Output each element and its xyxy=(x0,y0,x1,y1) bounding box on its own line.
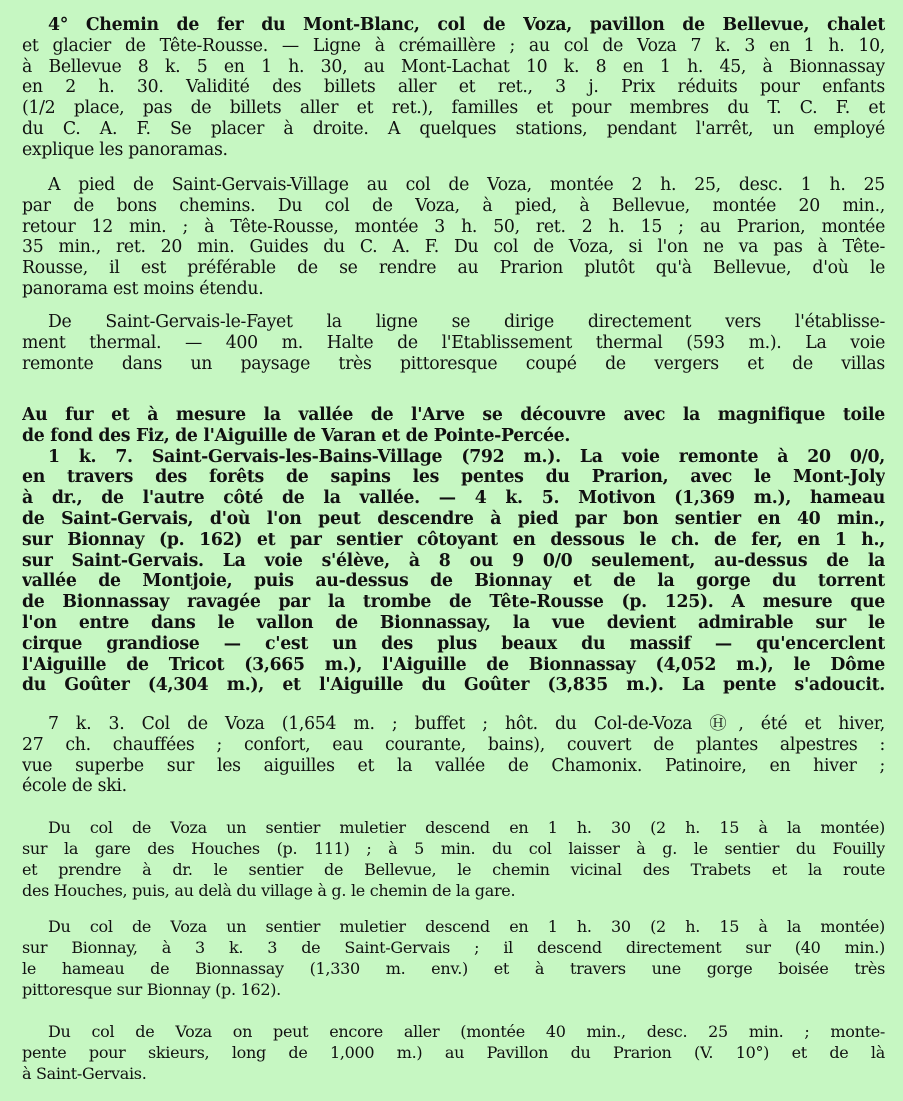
paragraph-prarion xyxy=(0,1022,903,1085)
text-line: sur la gare des Houches (p. 111) ; à 5 min. du col laisser à g. le sentier du Fouilly xyxy=(22,838,885,858)
text-line: Au fur et à mesure la vallée de l'Arve se découvre avec la magnifique toile xyxy=(22,405,885,425)
text-line: et glacier de Tête-Rousse. — Ligne à crémaillère ; au col de Voza 7 k. 3 en 1 h. 10, xyxy=(22,35,885,56)
text-line: 35 min., ret. 20 min. Guides du C. A. F. Du col de Voza, si l'on ne va pas à Tête- xyxy=(22,237,885,258)
text-line: du Goûter (4,304 m.), et l'Aiguille du Goûter (3,835 m.). La pente s'adoucit. xyxy=(22,675,885,696)
text-line: 1 k. 7. Saint-Gervais-les-Bains-Village (792 m.). La voie remonte à 20 0/0, xyxy=(48,446,885,467)
text-line: de Bionnassay ravagée par la trombe de Tête-Rousse (p. 125). A mesure que xyxy=(22,592,885,613)
text-line: panorama est moins étendu. xyxy=(22,278,264,299)
text-line: à Saint-Gervais. xyxy=(22,1063,147,1083)
text-line: Du col de Voza un sentier muletier descend en 1 h. 30 (2 h. 15 à la montée) xyxy=(48,917,885,936)
text-line: vue superbe sur les aiguilles et la vallée de Chamonix. Patinoire, en hiver ; xyxy=(22,755,885,776)
paragraph-le-fayet xyxy=(0,312,903,374)
text-line: Du col de Voza un sentier muletier descend en 1 h. 30 (2 h. 15 à la montée) xyxy=(48,818,885,837)
text-line: des Houches, puis, au delà du village à g. le chemin de la gare. xyxy=(22,880,516,900)
text-line: sur Bionnay, à 3 k. 3 de Saint-Gervais ; il descend directement sur (40 min.) xyxy=(22,937,885,957)
text-line: sur Saint-Gervais. La voie s'élève, à 8 ou 9 0/0 seulement, au-dessus de la xyxy=(22,550,885,571)
text-line: A pied de Saint-Gervais-Village au col de Voza, montée 2 h. 25, desc. 1 h. 25 xyxy=(48,175,885,195)
text-line: l'on entre dans le vallon de Bionnassay, la vue devient admirable sur le xyxy=(22,612,885,633)
paragraph-route-description xyxy=(0,405,903,696)
text-line: école de ski. xyxy=(22,776,127,797)
text-line: à Bellevue 8 k. 5 en 1 h. 30, au Mont-Lachat 10 k. 8 en 1 h. 45, à Bionnassay xyxy=(22,56,885,77)
text-line: remonte dans un paysage très pittoresque coupé de vergers et de villas xyxy=(22,353,885,374)
text-line: sur Bionnay (p. 162) et par sentier côtoyant en dessous le ch. de fer, en 1 h., xyxy=(22,529,885,550)
text-line: De Saint-Gervais-le-Fayet la ligne se dirige directement vers l'établisse- xyxy=(48,312,885,332)
paragraph-col-de-voza xyxy=(0,714,903,797)
paragraph-sentier-bionnay xyxy=(0,917,903,1001)
text-line: en travers des forêts de sapins les pentes du Prarion, avec le Mont-Joly xyxy=(22,467,885,488)
text-line: de Saint-Gervais, d'où l'on peut descendre à pied par bon sentier en 40 min., xyxy=(22,508,885,529)
text-line: ment thermal. — 400 m. Halte de l'Etablissement thermal (593 m.). La voie xyxy=(22,332,885,353)
text-line: l'Aiguille de Tricot (3,665 m.), l'Aiguille de Bionnassay (4,052 m.), le Dôme xyxy=(22,654,885,675)
text-line: du C. A. F. Se placer à droite. A quelques stations, pendant l'arrêt, un employé xyxy=(22,118,885,139)
paragraph-railway-intro xyxy=(0,15,903,161)
text-line: vallée de Montjoie, puis au-dessus de Bionnay et de la gorge du torrent xyxy=(22,571,885,592)
text-line: Du col de Voza on peut encore aller (montée 40 min., desc. 25 min. ; monte- xyxy=(48,1022,885,1041)
text-line: de fond des Fiz, de l'Aiguille de Varan et de Pointe-Percée. xyxy=(22,425,571,446)
text-line: et prendre à dr. le sentier de Bellevue, le chemin vicinal des Trabets et la route xyxy=(22,859,885,879)
text-line: retour 12 min. ; à Tête-Rousse, montée 3 h. 50, ret. 2 h. 15 ; au Prarion, montée xyxy=(22,216,885,237)
text-line: 4° Chemin de fer du Mont-Blanc, col de Voza, pavillon de Bellevue, chalet xyxy=(48,15,885,35)
text-line: Rousse, il est préférable de se rendre au Prarion plutôt qu'à Bellevue, d'où le xyxy=(22,258,885,279)
text-line: à dr., de l'autre côté de la vallée. — 4 k. 5. Motivon (1,369 m.), hameau xyxy=(22,488,885,509)
text-line: pittoresque sur Bionnay (p. 162). xyxy=(22,979,281,999)
paragraph-a-pied xyxy=(0,175,903,300)
text-line: par de bons chemins. Du col de Voza, à pied, à Bellevue, montée 20 min., xyxy=(22,195,885,216)
text-line: en 2 h. 30. Validité des billets aller et ret., 3 j. Prix réduits pour enfants xyxy=(22,77,885,98)
text-line: pente pour skieurs, long de 1,000 m.) au Pavillon du Prarion (V. 10°) et de là xyxy=(22,1042,885,1062)
text-line: (1/2 place, pas de billets aller et ret.), familles et pour membres du T. C. F. et xyxy=(22,98,885,119)
text-line: 27 ch. chauffées ; confort, eau courante, bains), couvert de plantes alpestres : xyxy=(22,734,885,755)
text-line: explique les panoramas. xyxy=(22,139,228,160)
text-line: le hameau de Bionnassay (1,330 m. env.) et à travers une gorge boisée très xyxy=(22,958,885,978)
text-line: cirque grandiose — c'est un des plus beaux du massif — qu'encerclent xyxy=(22,633,885,654)
text-line: 7 k. 3. Col de Voza (1,654 m. ; buffet ; hôt. du Col-de-Voza Ⓗ, été et hiver, xyxy=(48,714,885,734)
paragraph-sentier-houches xyxy=(0,818,903,902)
